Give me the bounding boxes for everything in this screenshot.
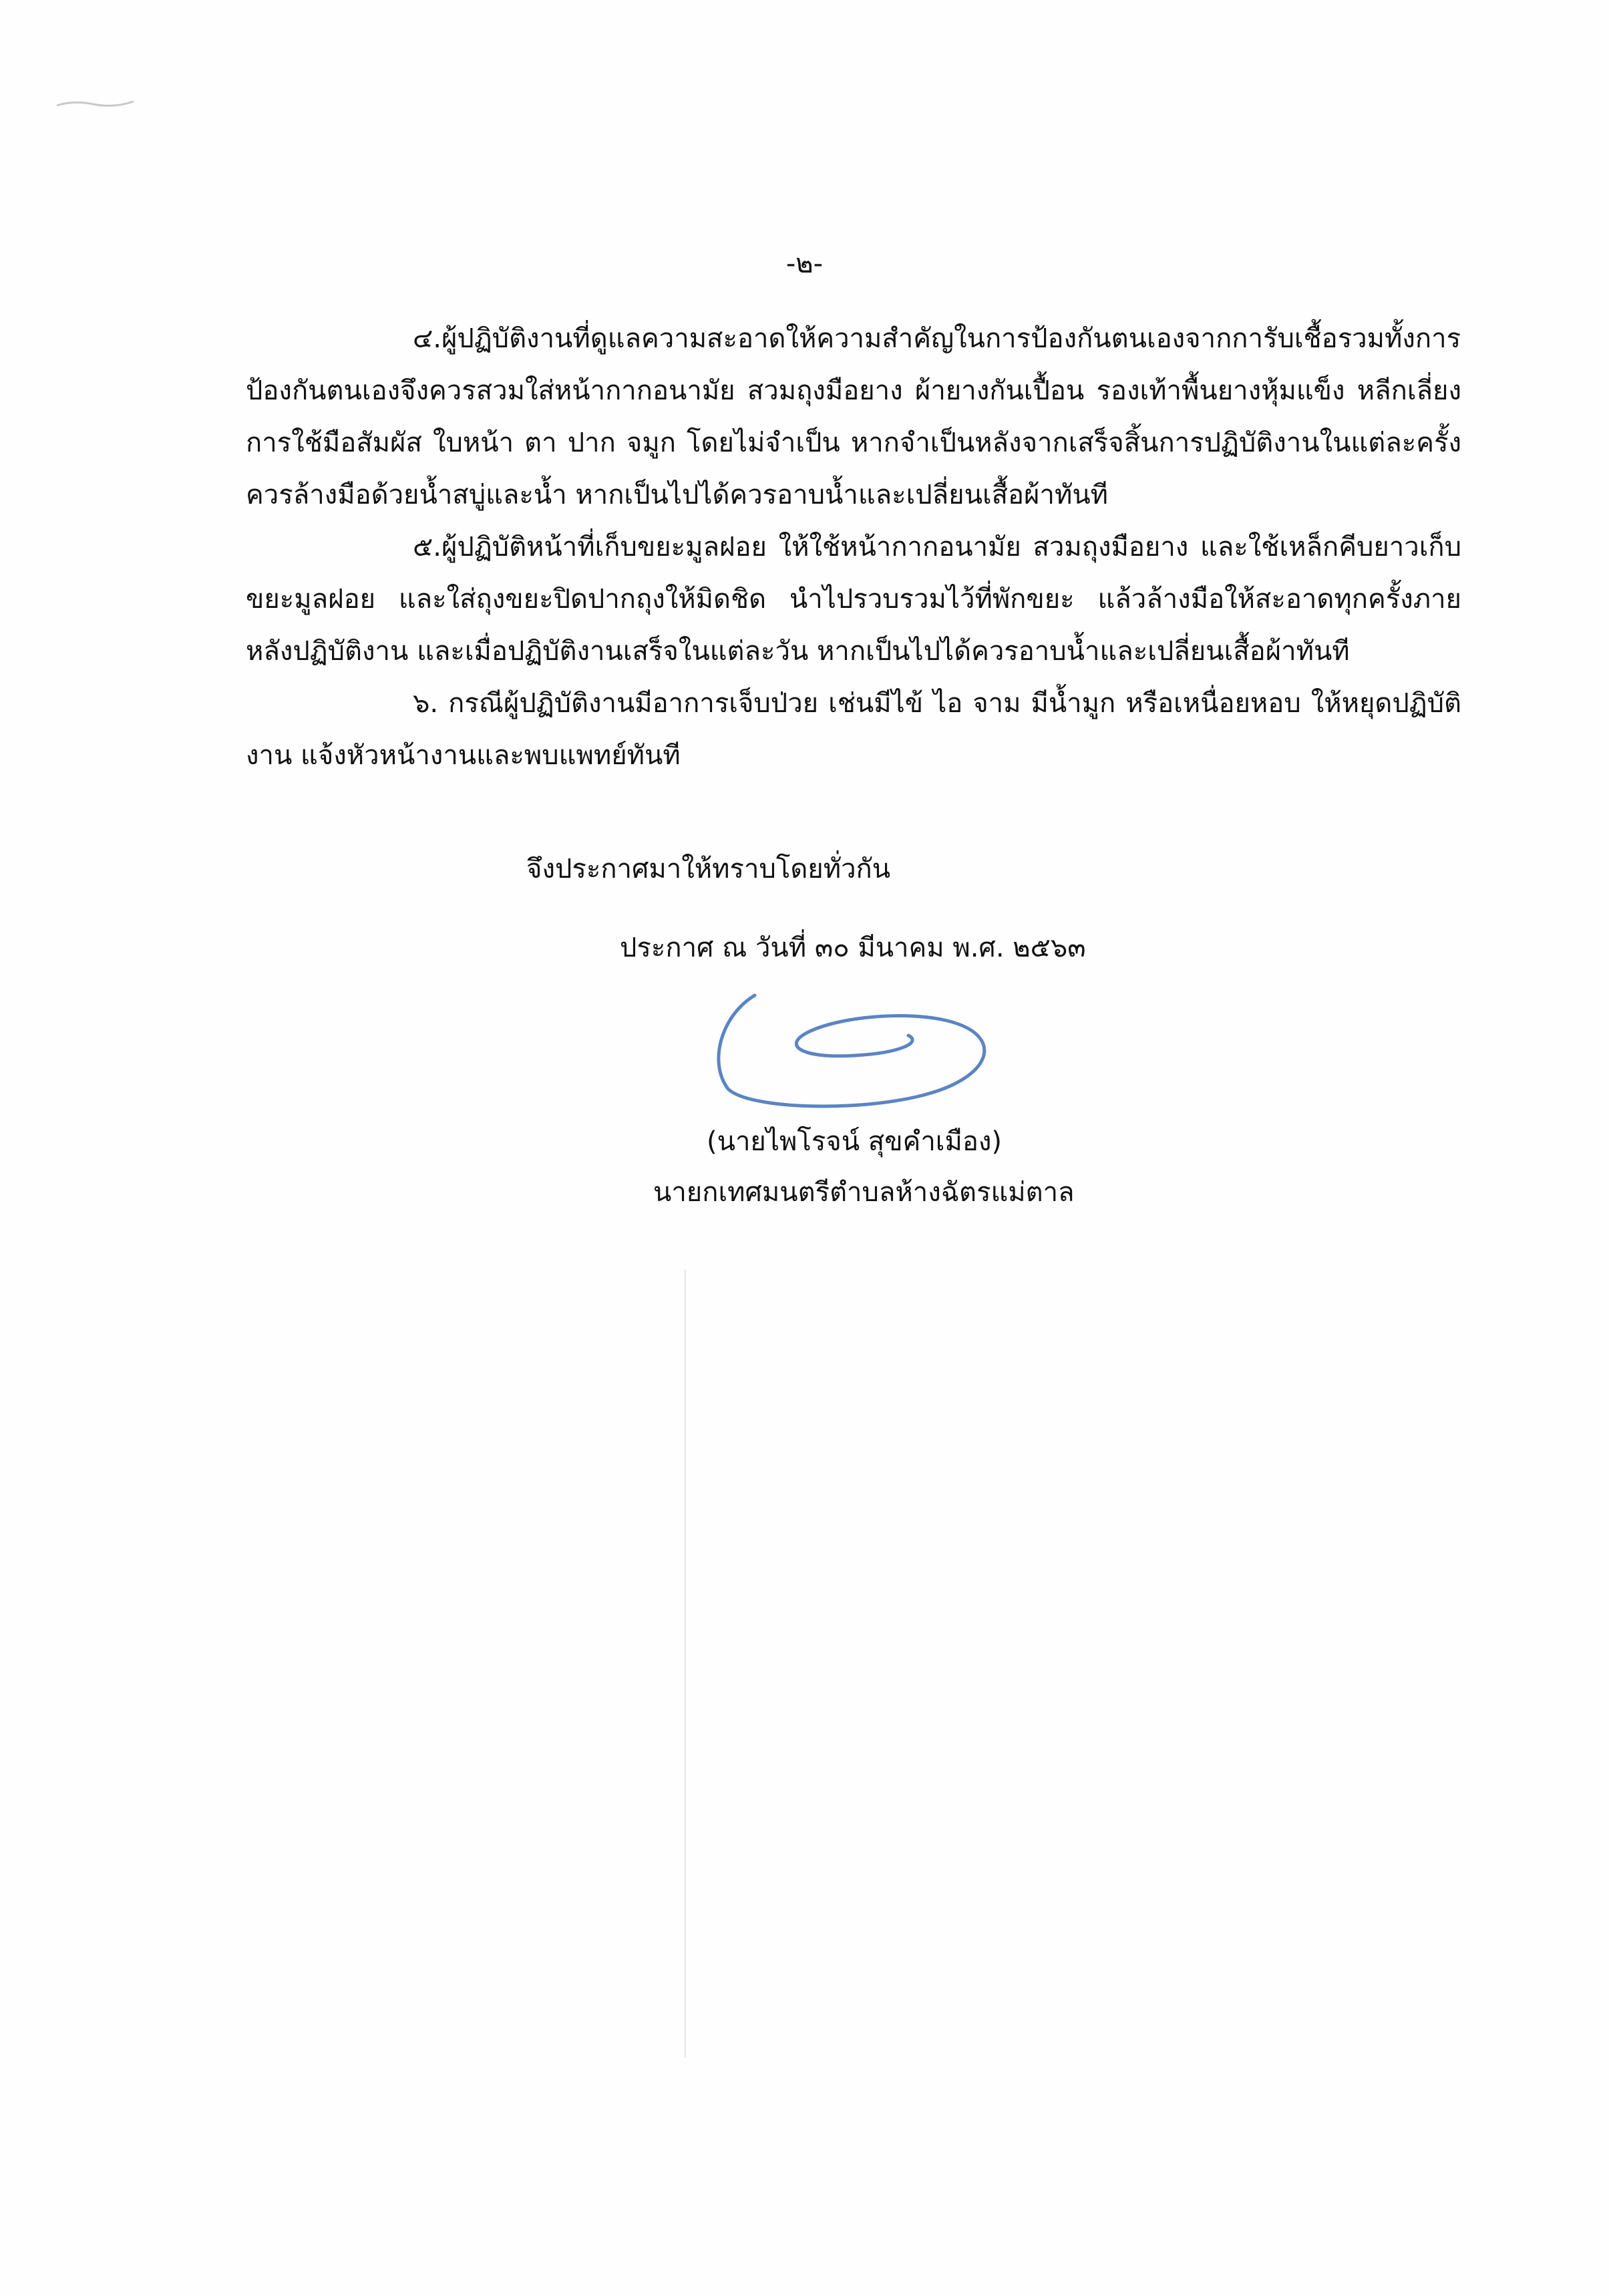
scan-fold-line bbox=[685, 1269, 686, 2058]
document-body bbox=[246, 313, 1461, 782]
paragraph-4: ๔.ผู้ปฏิบัติงานที่ดูแลความสะอาดให้ความสำคัญในการป้องกันตนเองจากการับเชื้อรวมทั้งการป้องกันตนเองจึงควรสวมใส่หน้ากากอนามัย สวมถุงมือยาง ผ้ายางกันเปื้อน รองเท้าพื้นยางหุ้มแข็ง หลีกเลี่ยงการใช้มือสัมผัส ใบหน้า ตา ปาก จมูก โดยไม่จำเป็น หากจำเป็นหลังจากเสร็จสิ้นการปฏิบัติงานในแต่ละครั้งควรล้างมือด้วยน้ำสบู่และน้ำ หากเป็นไปได้ควรอาบน้ำและเปลี่ยนเสื้อผ้าทันที bbox=[246, 323, 1461, 510]
announcement-date: ประกาศ ณ วันที่ ๓๐ มีนาคม พ.ศ. ๒๕๖๓ bbox=[620, 933, 1086, 963]
page-number: -๒- bbox=[785, 249, 824, 279]
closing-statement: จึงประกาศมาให้ทราบโดยทั่วกัน bbox=[526, 854, 891, 884]
handwritten-signature bbox=[708, 989, 1002, 1116]
signer-title: นายกเทศมนตรีตำบลห้างฉัตรแม่ตาล bbox=[653, 1177, 1075, 1208]
paragraph-5: ๕.ผู้ปฏิบัติหน้าที่เก็บขยะมูลฝอย ให้ใช้หน้ากากอนามัย สวมถุงมือยาง และใช้เหล็กคีบยาวเก็บขยะมูลฝอย และใส่ถุงขยะปิดปากถุงให้มิดชิด นำไปรวบรวมไว้ที่พักขยะ แล้วล้างมือให้สะอาดทุกครั้งภายหลังปฏิบัติงาน และเมื่อปฏิบัติงานเสร็จในแต่ละวัน หากเป็นไปได้ควรอาบน้ำและเปลี่ยนเสื้อผ้าทันที bbox=[246, 532, 1461, 667]
scan-edge-mark bbox=[53, 94, 140, 114]
paragraph-6: ๖. กรณีผู้ปฏิบัติงานมีอาการเจ็บป่วย เช่นมีไข้ ไอ จาม มีน้ำมูก หรือเหนื่อยหอบ ให้หยุดปฏิบัติงาน แจ้งหัวหน้างานและพบแพทย์ทันที bbox=[246, 688, 1462, 771]
signer-name: (นายไพโรจน์ สุขคำเมือง) bbox=[707, 1126, 1002, 1157]
